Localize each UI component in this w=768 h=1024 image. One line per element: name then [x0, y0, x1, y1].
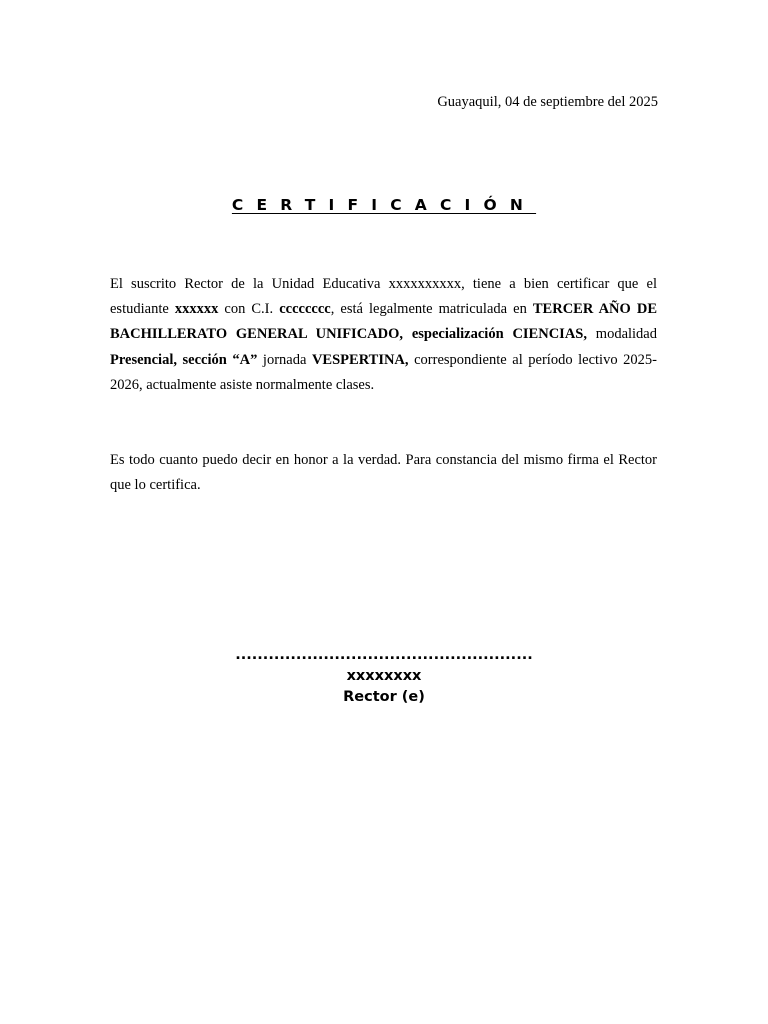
student-name: xxxxxx: [174, 301, 219, 318]
certification-paragraph: [110, 272, 657, 398]
para1-segment: jornada: [257, 351, 312, 368]
para1-segment: El suscrito Rector de la Unidad Educativa xxxxxxxxxx, tiene a bien certificar que el estudiante: [110, 276, 657, 318]
schedule: VESPERTINA,: [311, 351, 409, 368]
closing-paragraph: Es todo cuanto puedo decir en honor a la verdad. Para constancia del mismo firma el Rector que lo certifica.: [110, 452, 657, 494]
modality-section: Presencial, sección “A”: [110, 351, 258, 368]
signatory-role: Rector (e): [343, 689, 425, 705]
signature-block: [0, 644, 768, 708]
date-line: Guayaquil, 04 de septiembre del 2025: [437, 94, 658, 110]
para1-segment: , está legalmente matriculada en: [330, 301, 533, 318]
document-title: CERTIFICACIÓN: [231, 196, 537, 214]
course-level: TERCER AÑO DE BACHILLERATO GENERAL UNIFICADO, especialización CIENCIAS,: [110, 301, 657, 343]
para1-segment: modalidad: [586, 326, 657, 343]
student-id: cccccccc: [279, 301, 331, 318]
signature-line: ......................................................: [235, 647, 533, 663]
para1-segment: con C.I.: [218, 301, 280, 318]
para1-segment: correspondiente al período lectivo 2025-2026, actualmente asiste normalmente clases.: [110, 351, 657, 393]
signatory-name: xxxxxxxx: [346, 668, 422, 684]
